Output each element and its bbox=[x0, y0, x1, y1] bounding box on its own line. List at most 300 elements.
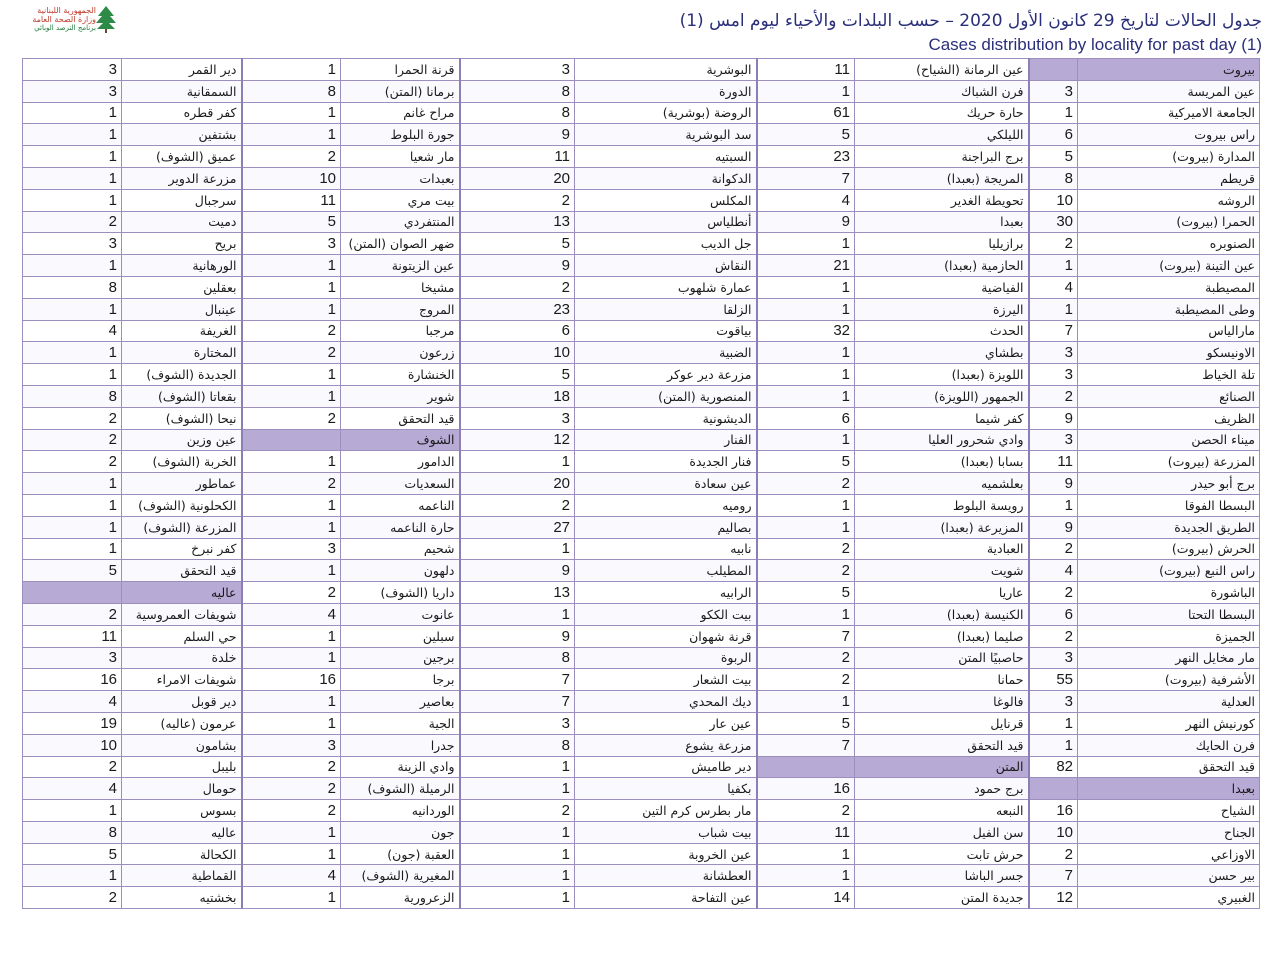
case-count-cell: 2 bbox=[23, 756, 122, 778]
case-count-cell: 1 bbox=[757, 80, 855, 102]
case-count-cell: 5 bbox=[757, 712, 855, 734]
locality-name-cell: بليبل bbox=[122, 756, 242, 778]
locality-name-cell: الرميلة (الشوف) bbox=[341, 778, 460, 800]
case-count-cell: 1 bbox=[242, 821, 341, 843]
locality-name-cell: نابيه bbox=[575, 538, 757, 560]
locality-name-cell: بعبدات bbox=[341, 167, 460, 189]
case-count-cell: 2 bbox=[1029, 843, 1078, 865]
locality-name-cell: الطريق الجديدة bbox=[1078, 516, 1260, 538]
locality-name-cell: النقاش bbox=[575, 255, 757, 277]
cedar-icon bbox=[94, 4, 118, 34]
case-count-cell: 5 bbox=[757, 124, 855, 146]
locality-name-cell: اليرزة bbox=[855, 298, 1029, 320]
table-row bbox=[23, 603, 1260, 625]
locality-name-cell: مزرعة الدوير bbox=[122, 167, 242, 189]
locality-name-cell: قرنايل bbox=[855, 712, 1029, 734]
locality-name-cell: جورة البلوط bbox=[341, 124, 460, 146]
locality-name-cell: المريجة (بعبدا) bbox=[855, 167, 1029, 189]
locality-name-cell: وادي الزينة bbox=[341, 756, 460, 778]
locality-name-cell: الدكوانة bbox=[575, 167, 757, 189]
case-count-cell: 3 bbox=[1029, 691, 1078, 713]
locality-name-cell: الحمرا (بيروت) bbox=[1078, 211, 1260, 233]
locality-name-cell: العدلية bbox=[1078, 691, 1260, 713]
locality-name-cell: الغريفة bbox=[122, 320, 242, 342]
case-count-cell: 6 bbox=[757, 407, 855, 429]
case-count-cell: 1 bbox=[460, 756, 575, 778]
case-count-cell: 61 bbox=[757, 102, 855, 124]
locality-name-cell: الحازمية (بعبدا) bbox=[855, 255, 1029, 277]
table-row bbox=[23, 146, 1260, 168]
locality-name-cell: عين الزيتونة bbox=[341, 255, 460, 277]
table-row bbox=[23, 451, 1260, 473]
case-count-cell: 11 bbox=[242, 189, 341, 211]
locality-name-cell: عماطور bbox=[122, 473, 242, 495]
case-count-cell: 2 bbox=[1029, 582, 1078, 604]
locality-name-cell: الأشرفية (بيروت) bbox=[1078, 669, 1260, 691]
case-count-cell: 6 bbox=[1029, 603, 1078, 625]
locality-name-cell: شويت bbox=[855, 560, 1029, 582]
case-count-cell: 1 bbox=[757, 233, 855, 255]
locality-name-cell: الديشونية bbox=[575, 407, 757, 429]
locality-name-cell: ضهر الصوان (المتن) bbox=[341, 233, 460, 255]
case-count-cell: 7 bbox=[460, 669, 575, 691]
case-count-cell: 1 bbox=[242, 364, 341, 386]
case-count-cell: 2 bbox=[757, 669, 855, 691]
locality-name-cell: الشياح bbox=[1078, 800, 1260, 822]
case-count-cell: 1 bbox=[23, 516, 122, 538]
locality-name-cell: بسابا (بعبدا) bbox=[855, 451, 1029, 473]
table-row bbox=[23, 233, 1260, 255]
case-count-cell: 3 bbox=[1029, 647, 1078, 669]
locality-name-cell: الجديدة (الشوف) bbox=[122, 364, 242, 386]
case-count-cell: 4 bbox=[23, 691, 122, 713]
case-count-cell: 1 bbox=[23, 494, 122, 516]
locality-name-cell: راس النبع (بيروت) bbox=[1078, 560, 1260, 582]
case-count-cell: 8 bbox=[242, 80, 341, 102]
locality-name-cell: قيد التحقق bbox=[855, 734, 1029, 756]
locality-name-cell: برج أبو حيدر bbox=[1078, 473, 1260, 495]
locality-name-cell: النبعه bbox=[855, 800, 1029, 822]
case-count-cell: 7 bbox=[757, 625, 855, 647]
case-count-cell: 2 bbox=[460, 494, 575, 516]
locality-name-cell: بسوس bbox=[122, 800, 242, 822]
locality-name-cell: كفر شيما bbox=[855, 407, 1029, 429]
case-count-cell: 16 bbox=[1029, 800, 1078, 822]
locality-name-cell: عين وزين bbox=[122, 429, 242, 451]
table-row bbox=[23, 582, 1260, 604]
locality-name-cell: بريح bbox=[122, 233, 242, 255]
case-count-cell: 3 bbox=[23, 233, 122, 255]
locality-name-cell: الجناح bbox=[1078, 821, 1260, 843]
district-header-cell: بيروت bbox=[1078, 59, 1260, 81]
locality-name-cell: برجين bbox=[341, 647, 460, 669]
locality-name-cell: جديدة المتن bbox=[855, 887, 1029, 909]
case-count-cell: 3 bbox=[460, 407, 575, 429]
locality-name-cell: ميناء الحصن bbox=[1078, 429, 1260, 451]
case-count-cell: 2 bbox=[242, 582, 341, 604]
case-count-cell: 1 bbox=[460, 821, 575, 843]
case-count-cell: 2 bbox=[242, 407, 341, 429]
case-count-cell: 1 bbox=[460, 887, 575, 909]
case-count-cell: 10 bbox=[1029, 189, 1078, 211]
case-count-cell: 1 bbox=[1029, 734, 1078, 756]
locality-name-cell: عميق (الشوف) bbox=[122, 146, 242, 168]
case-count-cell: 4 bbox=[1029, 276, 1078, 298]
table-row bbox=[23, 865, 1260, 887]
locality-name-cell: كورنيش النهر bbox=[1078, 712, 1260, 734]
case-count-cell: 21 bbox=[757, 255, 855, 277]
table-row bbox=[23, 167, 1260, 189]
case-count-cell bbox=[242, 429, 341, 451]
logo-line3: برنامج الترصد الوبائي bbox=[34, 24, 96, 32]
locality-name-cell: العبادية bbox=[855, 538, 1029, 560]
locality-name-cell: الكحالة bbox=[122, 843, 242, 865]
locality-name-cell: بيت شباب bbox=[575, 821, 757, 843]
case-count-cell: 4 bbox=[242, 865, 341, 887]
case-count-cell: 4 bbox=[23, 320, 122, 342]
locality-name-cell: الجية bbox=[341, 712, 460, 734]
case-count-cell: 8 bbox=[23, 385, 122, 407]
case-count-cell: 2 bbox=[757, 538, 855, 560]
locality-name-cell: المنصورية (المتن) bbox=[575, 385, 757, 407]
locality-name-cell: حي السلم bbox=[122, 625, 242, 647]
locality-name-cell: شويفات الامراء bbox=[122, 669, 242, 691]
locality-name-cell: عانوت bbox=[341, 603, 460, 625]
district-header-cell: الشوف bbox=[341, 429, 460, 451]
case-count-cell: 55 bbox=[1029, 669, 1078, 691]
locality-name-cell: الليلكي bbox=[855, 124, 1029, 146]
case-count-cell: 16 bbox=[757, 778, 855, 800]
case-count-cell: 11 bbox=[460, 146, 575, 168]
case-count-cell: 1 bbox=[757, 516, 855, 538]
locality-name-cell: دير طاميش bbox=[575, 756, 757, 778]
locality-name-cell: قيد التحقق bbox=[1078, 756, 1260, 778]
case-count-cell: 13 bbox=[460, 582, 575, 604]
locality-name-cell: عين سعادة bbox=[575, 473, 757, 495]
table-row bbox=[23, 102, 1260, 124]
locality-name-cell: الفنار bbox=[575, 429, 757, 451]
case-count-cell: 18 bbox=[460, 385, 575, 407]
case-count-cell: 32 bbox=[757, 320, 855, 342]
case-count-cell: 1 bbox=[757, 843, 855, 865]
case-count-cell: 2 bbox=[242, 756, 341, 778]
table-row bbox=[23, 80, 1260, 102]
locality-name-cell: الغبيري bbox=[1078, 887, 1260, 909]
locality-name-cell: المختارة bbox=[122, 342, 242, 364]
case-count-cell: 1 bbox=[460, 451, 575, 473]
case-count-cell: 10 bbox=[23, 734, 122, 756]
case-count-cell: 8 bbox=[460, 647, 575, 669]
case-count-cell: 1 bbox=[23, 364, 122, 386]
case-count-cell: 7 bbox=[757, 167, 855, 189]
locality-name-cell: عين عار bbox=[575, 712, 757, 734]
locality-name-cell: رويسة البلوط bbox=[855, 494, 1029, 516]
locality-name-cell: برج حمود bbox=[855, 778, 1029, 800]
case-count-cell bbox=[23, 582, 122, 604]
case-count-cell: 1 bbox=[757, 364, 855, 386]
locality-name-cell: عاريا bbox=[855, 582, 1029, 604]
case-count-cell: 1 bbox=[23, 298, 122, 320]
case-count-cell: 2 bbox=[757, 647, 855, 669]
locality-name-cell: حارة حريك bbox=[855, 102, 1029, 124]
case-count-cell: 12 bbox=[460, 429, 575, 451]
table-row bbox=[23, 342, 1260, 364]
case-count-cell: 2 bbox=[242, 342, 341, 364]
locality-name-cell: عين المريسة bbox=[1078, 80, 1260, 102]
locality-name-cell: الصنائع bbox=[1078, 385, 1260, 407]
ministry-logo bbox=[6, 2, 116, 38]
locality-name-cell: شويفات العمروسية bbox=[122, 603, 242, 625]
locality-name-cell: فنار الجديدة bbox=[575, 451, 757, 473]
case-count-cell: 14 bbox=[757, 887, 855, 909]
case-count-cell: 2 bbox=[757, 560, 855, 582]
locality-name-cell: المنتفردي bbox=[341, 211, 460, 233]
case-count-cell: 2 bbox=[757, 473, 855, 495]
case-count-cell: 5 bbox=[1029, 146, 1078, 168]
locality-name-cell: عين الخروبة bbox=[575, 843, 757, 865]
case-count-cell: 1 bbox=[242, 385, 341, 407]
case-count-cell: 8 bbox=[460, 80, 575, 102]
locality-name-cell: الحدث bbox=[855, 320, 1029, 342]
locality-name-cell: عرمون (عاليه) bbox=[122, 712, 242, 734]
locality-name-cell: حمانا bbox=[855, 669, 1029, 691]
locality-name-cell: مزرعة دير عوكر bbox=[575, 364, 757, 386]
locality-name-cell: مرجبا bbox=[341, 320, 460, 342]
case-count-cell: 1 bbox=[757, 429, 855, 451]
case-count-cell: 11 bbox=[1029, 451, 1078, 473]
case-count-cell: 1 bbox=[242, 887, 341, 909]
case-count-cell: 8 bbox=[1029, 167, 1078, 189]
locality-name-cell: بشامون bbox=[122, 734, 242, 756]
case-count-cell: 2 bbox=[242, 146, 341, 168]
case-count-cell: 1 bbox=[242, 843, 341, 865]
locality-name-cell: الرابيه bbox=[575, 582, 757, 604]
page-title-arabic: جدول الحالات لتاريخ 29 كانون الأول 2020 – حسب البلدات والأحياء ليوم امس (1) bbox=[679, 11, 1262, 31]
locality-name-cell: سبلين bbox=[341, 625, 460, 647]
table-row bbox=[23, 800, 1260, 822]
table-row bbox=[23, 647, 1260, 669]
case-count-cell: 27 bbox=[460, 516, 575, 538]
case-count-cell: 2 bbox=[242, 320, 341, 342]
locality-name-cell: المزيرعة (بعبدا) bbox=[855, 516, 1029, 538]
locality-name-cell: داريا (الشوف) bbox=[341, 582, 460, 604]
locality-name-cell: سد البوشرية bbox=[575, 124, 757, 146]
logo-line2: وزارة الصحة العامة bbox=[32, 15, 96, 24]
case-count-cell: 8 bbox=[23, 276, 122, 298]
case-count-cell: 3 bbox=[460, 59, 575, 81]
case-count-cell: 9 bbox=[1029, 516, 1078, 538]
locality-name-cell: الجميزة bbox=[1078, 625, 1260, 647]
case-count-cell: 82 bbox=[1029, 756, 1078, 778]
locality-name-cell: السبتيه bbox=[575, 146, 757, 168]
locality-name-cell: مشيخا bbox=[341, 276, 460, 298]
case-count-cell: 3 bbox=[242, 734, 341, 756]
locality-name-cell: الورهانية bbox=[122, 255, 242, 277]
case-count-cell: 12 bbox=[1029, 887, 1078, 909]
locality-name-cell: دلهون bbox=[341, 560, 460, 582]
table-row bbox=[23, 538, 1260, 560]
case-count-cell: 1 bbox=[23, 800, 122, 822]
case-count-cell: 2 bbox=[23, 451, 122, 473]
locality-name-cell: الاونيسكو bbox=[1078, 342, 1260, 364]
case-count-cell: 4 bbox=[242, 603, 341, 625]
locality-name-cell: حومال bbox=[122, 778, 242, 800]
case-count-cell: 6 bbox=[460, 320, 575, 342]
locality-name-cell: الصنوبره bbox=[1078, 233, 1260, 255]
locality-name-cell: الخنشارة bbox=[341, 364, 460, 386]
case-count-cell: 1 bbox=[460, 843, 575, 865]
locality-name-cell: الناعمه bbox=[341, 494, 460, 516]
case-count-cell: 2 bbox=[1029, 385, 1078, 407]
case-count-cell: 1 bbox=[23, 102, 122, 124]
case-count-cell: 1 bbox=[242, 298, 341, 320]
case-count-cell: 9 bbox=[1029, 473, 1078, 495]
cases-table bbox=[22, 58, 1260, 909]
case-count-cell: 7 bbox=[1029, 320, 1078, 342]
locality-name-cell: جدرا bbox=[341, 734, 460, 756]
locality-name-cell: خلدة bbox=[122, 647, 242, 669]
case-count-cell: 3 bbox=[460, 712, 575, 734]
case-count-cell: 4 bbox=[757, 189, 855, 211]
table-row bbox=[23, 364, 1260, 386]
table-row bbox=[23, 560, 1260, 582]
table-row bbox=[23, 59, 1260, 81]
case-count-cell: 5 bbox=[757, 451, 855, 473]
case-count-cell: 1 bbox=[757, 691, 855, 713]
district-header-cell: بعبدا bbox=[1078, 778, 1260, 800]
locality-name-cell: السعديات bbox=[341, 473, 460, 495]
locality-name-cell: القماطية bbox=[122, 865, 242, 887]
case-count-cell: 19 bbox=[23, 712, 122, 734]
locality-name-cell: قيد التحقق bbox=[341, 407, 460, 429]
case-count-cell: 3 bbox=[1029, 429, 1078, 451]
case-count-cell: 1 bbox=[757, 342, 855, 364]
table-row bbox=[23, 255, 1260, 277]
case-count-cell: 9 bbox=[757, 211, 855, 233]
case-count-cell: 23 bbox=[757, 146, 855, 168]
locality-name-cell: الدامور bbox=[341, 451, 460, 473]
locality-name-cell: مار بطرس كرم التين bbox=[575, 800, 757, 822]
locality-name-cell: مراح غانم bbox=[341, 102, 460, 124]
locality-name-cell: شحيم bbox=[341, 538, 460, 560]
locality-name-cell: الخربة (الشوف) bbox=[122, 451, 242, 473]
locality-name-cell: دير قوبل bbox=[122, 691, 242, 713]
case-count-cell: 5 bbox=[23, 560, 122, 582]
locality-name-cell: قرنة الحمرا bbox=[341, 59, 460, 81]
table-row bbox=[23, 385, 1260, 407]
locality-name-cell: حارة الناعمه bbox=[341, 516, 460, 538]
locality-name-cell: أنطلياس bbox=[575, 211, 757, 233]
locality-name-cell: وادي شحرور العليا bbox=[855, 429, 1029, 451]
case-count-cell: 30 bbox=[1029, 211, 1078, 233]
case-count-cell: 1 bbox=[242, 276, 341, 298]
case-count-cell: 1 bbox=[242, 255, 341, 277]
case-count-cell: 4 bbox=[1029, 560, 1078, 582]
case-count-cell: 1 bbox=[242, 451, 341, 473]
case-count-cell: 1 bbox=[757, 603, 855, 625]
locality-name-cell: زرعون bbox=[341, 342, 460, 364]
locality-name-cell: المدارة (بيروت) bbox=[1078, 146, 1260, 168]
case-count-cell: 11 bbox=[757, 59, 855, 81]
locality-name-cell: جسر الباشا bbox=[855, 865, 1029, 887]
logo-line1: الجمهورية اللبنانية bbox=[37, 6, 96, 15]
table-row bbox=[23, 516, 1260, 538]
case-count-cell: 5 bbox=[242, 211, 341, 233]
case-count-cell: 16 bbox=[23, 669, 122, 691]
locality-name-cell: دير القمر bbox=[122, 59, 242, 81]
locality-name-cell: المطيلب bbox=[575, 560, 757, 582]
case-count-cell: 8 bbox=[460, 102, 575, 124]
cases-table-body bbox=[23, 59, 1260, 909]
table-row bbox=[23, 691, 1260, 713]
logo-text bbox=[16, 6, 96, 33]
case-count-cell: 1 bbox=[242, 647, 341, 669]
table-row bbox=[23, 756, 1260, 778]
case-count-cell: 2 bbox=[23, 887, 122, 909]
locality-name-cell: الروضة (بوشرية) bbox=[575, 102, 757, 124]
locality-name-cell: كفر قطره bbox=[122, 102, 242, 124]
case-count-cell: 2 bbox=[460, 800, 575, 822]
case-count-cell: 23 bbox=[460, 298, 575, 320]
case-count-cell: 2 bbox=[23, 603, 122, 625]
case-count-cell: 9 bbox=[460, 625, 575, 647]
locality-name-cell: بيت الككو bbox=[575, 603, 757, 625]
locality-name-cell: دميت bbox=[122, 211, 242, 233]
locality-name-cell: فرن الشباك bbox=[855, 80, 1029, 102]
locality-name-cell: بيت مري bbox=[341, 189, 460, 211]
case-count-cell: 11 bbox=[23, 625, 122, 647]
locality-name-cell: الوردانيه bbox=[341, 800, 460, 822]
locality-name-cell: تلة الخياط bbox=[1078, 364, 1260, 386]
case-count-cell: 2 bbox=[757, 800, 855, 822]
locality-name-cell: العقبة (جون) bbox=[341, 843, 460, 865]
locality-name-cell: برازيليا bbox=[855, 233, 1029, 255]
locality-name-cell: عمارة شلهوب bbox=[575, 276, 757, 298]
locality-name-cell: بعاصير bbox=[341, 691, 460, 713]
table-row bbox=[23, 407, 1260, 429]
case-count-cell: 3 bbox=[23, 80, 122, 102]
case-count-cell: 1 bbox=[23, 865, 122, 887]
case-count-cell: 20 bbox=[460, 167, 575, 189]
case-count-cell: 1 bbox=[757, 276, 855, 298]
locality-name-cell: الزلقا bbox=[575, 298, 757, 320]
locality-name-cell: بطشاي bbox=[855, 342, 1029, 364]
locality-name-cell: بياقوت bbox=[575, 320, 757, 342]
table-row bbox=[23, 494, 1260, 516]
locality-name-cell: سن الفيل bbox=[855, 821, 1029, 843]
locality-name-cell: الظريف bbox=[1078, 407, 1260, 429]
case-count-cell: 9 bbox=[460, 124, 575, 146]
case-count-cell: 5 bbox=[460, 233, 575, 255]
locality-name-cell: اللويزة (بعبدا) bbox=[855, 364, 1029, 386]
case-count-cell: 1 bbox=[460, 778, 575, 800]
locality-name-cell: قرنة شهوان bbox=[575, 625, 757, 647]
case-count-cell: 1 bbox=[242, 516, 341, 538]
table-row bbox=[23, 211, 1260, 233]
case-count-cell: 20 bbox=[460, 473, 575, 495]
locality-name-cell: مزرعة يشوع bbox=[575, 734, 757, 756]
table-row bbox=[23, 473, 1260, 495]
case-count-cell: 1 bbox=[1029, 712, 1078, 734]
locality-name-cell: برج البراجنة bbox=[855, 146, 1029, 168]
case-count-cell: 1 bbox=[242, 124, 341, 146]
locality-name-cell: السمقانية bbox=[122, 80, 242, 102]
locality-name-cell: العطشانة bbox=[575, 865, 757, 887]
case-count-cell: 1 bbox=[460, 603, 575, 625]
locality-name-cell: عاليه bbox=[122, 821, 242, 843]
case-count-cell: 2 bbox=[1029, 625, 1078, 647]
district-header-cell: عاليه bbox=[122, 582, 242, 604]
